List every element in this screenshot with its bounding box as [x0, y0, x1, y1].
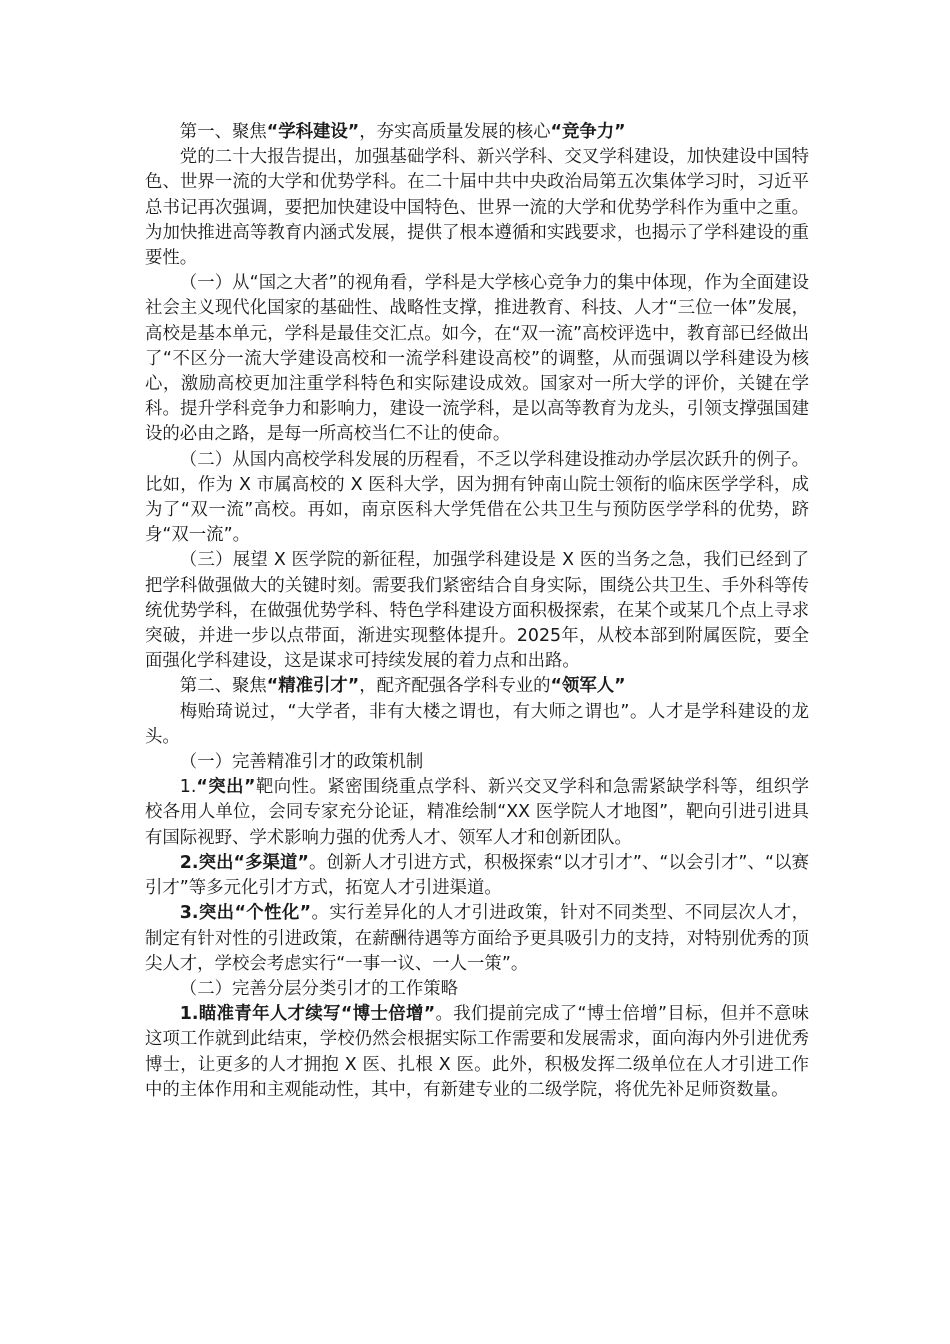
section-2-heading [145, 674, 809, 699]
item-body: 。创新人才引进方式，积极探索“以才引才”、“以会引才”、“以赛引才”等多元化引才方式，拓宽人才引进渠道。 [145, 852, 809, 899]
item-body: 。我们提前完成了“博士倍增”目标，但并不意味这项工作就到此结束，学校仍然会根据实际工作需要和发展需求，面向海内外引进优秀博士，让更多的人才拥抱 X 医、扎根 X 医。此外，积极发挥二级单位在人才引进工作中的主体作用和主观能动性，其中，有新建专业的二级学院，将优先补足师资数量。 [145, 1004, 809, 1100]
item-body: 靶向性。紧密围绕重点学科、新兴交叉学科和急需紧缺学科等，组织学校各用人单位，会同专家充分论证，精准绘制“XX 医学院人才地图”，靶向引进引进具有国际视野、学术影响力强的优秀人才、领军人才和创新团队。 [145, 777, 809, 848]
section-1-intro-paragraph: 党的二十大报告提出，加强基础学科、新兴学科、交叉学科建设，加快建设中国特色、世界一流的大学和优势学科。在二十届中共中央政治局第五次集体学习时，习近平总书记再次强调，要把加快建设中国特色、世界一流的大学和优势学科作为重中之重。为加快推进高等教育内涵式发展，提供了根本遵循和实践要求，也揭示了学科建设的重要性。 [145, 147, 809, 269]
heading-emphasis: “领军人” [550, 676, 626, 697]
heading-emphasis: “竞争力” [550, 122, 626, 142]
section-2-subheading-1: （一）完善精准引才的政策机制 [179, 752, 424, 773]
section-2-item-1-paragraph [145, 775, 809, 851]
heading-text: ，夯实高质量发展的核心 [359, 122, 551, 142]
section-2-item-2-paragraph [145, 851, 809, 901]
heading-emphasis: “精准引才” [266, 676, 360, 697]
heading-text: ，配齐配强各学科专业的 [359, 676, 551, 697]
section-1-point-2-paragraph: （二）从国内高校学科发展的历程看，不乏以学科建设推动办学层次跃升的例子。比如，作为 X 市属高校的 X 医科大学，因为拥有钟南山院士领衔的临床医学学科，成为了“双一流”高校。再如，南京医科大学凭借在公共卫生与预防医学学科的优势，跻身“双一流”。 [145, 449, 809, 546]
item-number: 1. [179, 777, 197, 798]
item-emphasis: 1.瞄准青年人才续写“博士倍增” [179, 1004, 436, 1025]
section-2-item-3-paragraph [145, 901, 809, 977]
section-1-point-3-paragraph: （三）展望 X 医学院的新征程，加强学科建设是 X 医的当务之急，我们已经到了把学科做强做大的关键时刻。需要我们紧密结合自身实际，围绕公共卫生、手外科等传统优势学科，在做强优势学科、特色学科建设方面积极探索，在某个或某几个点上寻求突破，并进一步以点带面，渐进实现整体提升。2025年，从校本部到附属医院，要全面强化学科建设，这是谋求可持续发展的着力点和出路。 [145, 550, 809, 672]
heading-text: 第二、聚焦 [179, 676, 267, 697]
item-emphasis: “突出” [196, 777, 256, 798]
section-2-intro-paragraph: 梅贻琦说过，“大学者，非有大楼之谓也，有大师之谓也”。人才是学科建设的龙头。 [145, 701, 809, 747]
heading-text: 第一、聚焦 [179, 122, 267, 142]
item-emphasis: 2.突出“多渠道” [179, 852, 309, 873]
document-page [145, 120, 809, 1103]
section-2-item-4-paragraph [145, 1002, 809, 1103]
heading-emphasis: “学科建设” [266, 122, 360, 142]
section-2-subheading-2: （二）完善分层分类引才的工作策略 [179, 978, 459, 999]
section-1-heading [145, 120, 809, 145]
item-body: 。实行差异化的人才引进政策，针对不同类型、不同层次人才，制定有针对性的引进政策，在薪酬待遇等方面给予更具吸引力的支持，对特别优秀的顶尖人才，学校会考虑实行“一事一议、一人一策”。 [145, 903, 809, 974]
section-1-point-1-paragraph: （一）从“国之大者”的视角看，学科是大学核心竞争力的集中体现，作为全面建设社会主义现代化国家的基础性、战略性支撑，推进教育、科技、人才“三位一体”发展，高校是基本单元，学科是最佳交汇点。如今，在“双一流”高校评选中，教育部已经做出了“不区分一流大学建设高校和一流学科建设高校”的调整，从而强调以学科建设为核心，激励高校更加注重学科特色和实际建设成效。国家对一所大学的评价，关键在学科。提升学科竞争力和影响力，建设一流学科，是以高等教育为龙头，引领支撑强国建设的必由之路，是每一所高校当仁不让的使命。 [145, 273, 809, 445]
item-emphasis: 3.突出“个性化” [179, 903, 312, 924]
